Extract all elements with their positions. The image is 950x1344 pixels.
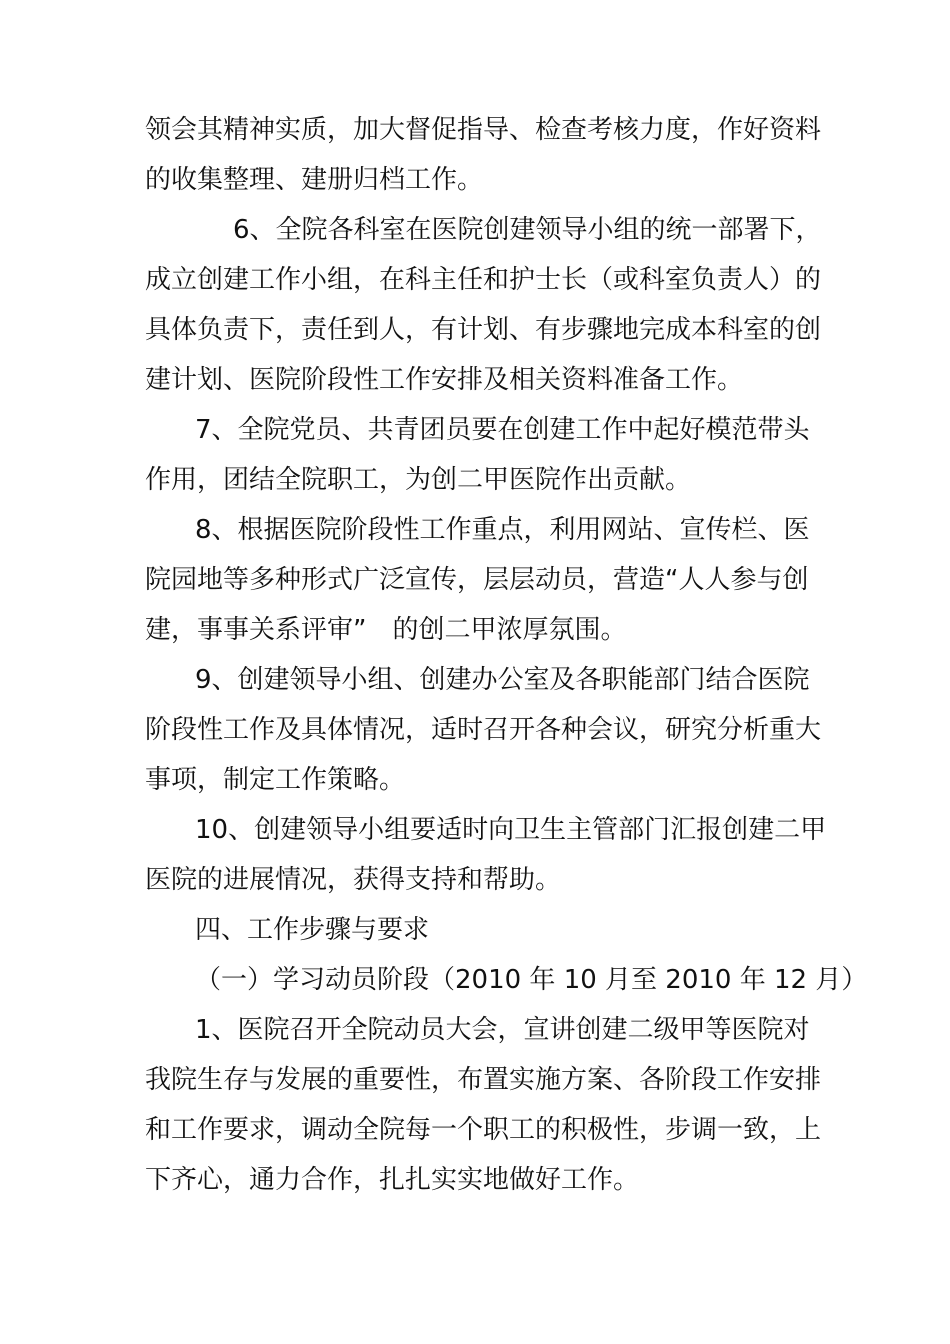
text-line: 院园地等多种形式广泛宣传，层层动员，营造“人人参与创 — [145, 565, 809, 595]
text-line: 作用，团结全院职工，为创二甲医院作出贡献。 — [145, 465, 692, 495]
text-line: 建计划、医院阶段性工作安排及相关资料准备工作。 — [145, 365, 744, 395]
text-line: 阶段性工作及具体情况，适时召开各种会议，研究分析重大 — [145, 715, 822, 745]
text-line: 1、医院召开全院动员大会，宣讲创建二级甲等医院对 — [195, 1015, 810, 1045]
text-line: 下齐心，通力合作，扎扎实实地做好工作。 — [145, 1165, 640, 1195]
text-line: 我院生存与发展的重要性，布置实施方案、各阶段工作安排 — [145, 1065, 822, 1095]
text-line: 医院的进展情况，获得支持和帮助。 — [145, 865, 562, 895]
text-line: 建，事事关系评审” 的创二甲浓厚氛围。 — [145, 615, 627, 645]
text-line: 的收集整理、建册归档工作。 — [145, 165, 484, 195]
text-line: 和工作要求，调动全院每一个职工的积极性，步调一致，上 — [145, 1115, 822, 1145]
text-line: 8、根据医院阶段性工作重点，利用网站、宣传栏、医 — [195, 515, 810, 545]
text-line: 事项，制定工作策略。 — [145, 765, 406, 795]
text-line: 7、全院党员、共青团员要在创建工作中起好模范带头 — [195, 415, 810, 445]
text-line: 10、创建领导小组要适时向卫生主管部门汇报创建二甲 — [195, 815, 827, 845]
section-heading: 四、工作步骤与要求 — [195, 915, 430, 945]
text-line: 成立创建工作小组，在科主任和护士长（或科室负责人）的 — [145, 265, 822, 295]
text-line: 具体负责下，责任到人，有计划、有步骤地完成本科室的创 — [145, 315, 822, 345]
text-line: 9、创建领导小组、创建办公室及各职能部门结合医院 — [195, 665, 810, 695]
subsection-heading: （一）学习动员阶段（2010 年 10 月至 2010 年 12 月） — [195, 965, 868, 995]
text-line: 6、全院各科室在医院创建领导小组的统一部署下， — [233, 215, 822, 245]
text-line: 领会其精神实质，加大督促指导、检查考核力度，作好资料 — [145, 115, 822, 145]
